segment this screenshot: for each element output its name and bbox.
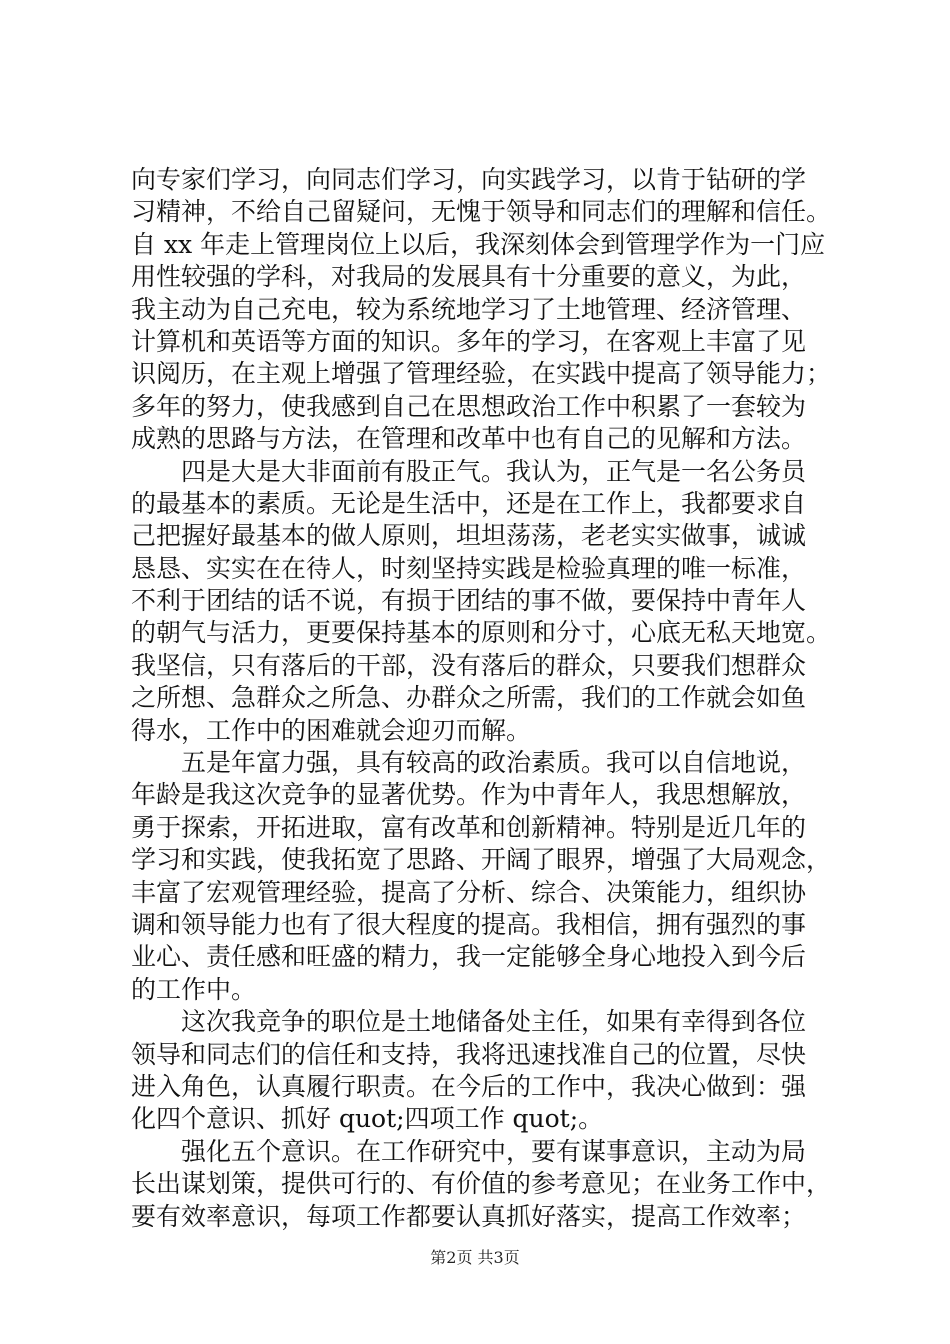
text-line: 成熟的思路与方法，在管理和改革中也有自己的见解和方法。 bbox=[131, 424, 807, 454]
text-line: 习精神，不给自己留疑问，无愧于领导和同志们的理解和信任。 bbox=[131, 197, 832, 227]
text-line: 的最基本的素质。无论是生活中，还是在工作上，我都要求自 bbox=[131, 488, 807, 518]
text-line: 化四个意识、抓好 quot;四项工作 quot;。 bbox=[131, 1104, 604, 1134]
text-line: 己把握好最基本的做人原则，坦坦荡荡，老老实实做事，诚诚 bbox=[131, 521, 807, 551]
text-line: 多年的努力，使我感到自己在思想政治工作中积累了一套较为 bbox=[131, 391, 807, 421]
text-line: 学习和实践，使我拓宽了思路、开阔了眼界，增强了大局观念， bbox=[131, 845, 832, 875]
text-line: 自 xx 年走上管理岗位上以后，我深刻体会到管理学作为一门应 bbox=[131, 229, 826, 259]
text-line: 长出谋划策，提供可行的、有价值的参考意见；在业务工作中， bbox=[131, 1169, 832, 1199]
text-line: 我主动为自己充电，较为系统地学习了土地管理、经济管理、 bbox=[131, 294, 807, 324]
text-line: 年龄是我这次竞争的显著优势。作为中青年人，我思想解放， bbox=[131, 780, 807, 810]
text-line: 之所想、急群众之所急、办群众之所需，我们的工作就会如鱼 bbox=[131, 683, 807, 713]
text-line: 这次我竞争的职位是土地储备处主任，如果有幸得到各位 bbox=[131, 1007, 807, 1037]
text-line: 的工作中。 bbox=[131, 974, 257, 1004]
body-text bbox=[131, 164, 831, 1233]
text-line: 强化五个意识。在工作研究中，要有谋事意识，主动为局 bbox=[131, 1136, 807, 1166]
text-line: 计算机和英语等方面的知识。多年的学习，在客观上丰富了见 bbox=[131, 326, 807, 356]
text-line: 要有效率意识，每项工作都要认真抓好落实，提高工作效率； bbox=[131, 1201, 807, 1231]
text-line: 进入角色，认真履行职责。在今后的工作中，我决心做到：强 bbox=[131, 1071, 807, 1101]
text-line: 五是年富力强，具有较高的政治素质。我可以自信地说， bbox=[131, 748, 807, 778]
text-line: 用性较强的学科，对我局的发展具有十分重要的意义，为此， bbox=[131, 262, 807, 292]
text-line: 勇于探索，开拓进取，富有改革和创新精神。特别是近几年的 bbox=[131, 812, 807, 842]
text-line: 恳恳、实实在在待人，时刻坚持实践是检验真理的唯一标准， bbox=[131, 553, 807, 583]
text-line: 领导和同志们的信任和支持，我将迅速找准自己的位置，尽快 bbox=[131, 1039, 807, 1069]
text-line: 不利于团结的话不说，有损于团结的事不做，要保持中青年人 bbox=[131, 586, 807, 616]
text-line: 业心、责任感和旺盛的精力，我一定能够全身心地投入到今后 bbox=[131, 942, 807, 972]
text-line: 我坚信，只有落后的干部，没有落后的群众，只要我们想群众 bbox=[131, 650, 807, 680]
text-line: 得水，工作中的困难就会迎刃而解。 bbox=[131, 715, 532, 745]
text-line: 的朝气与活力，更要保持基本的原则和分寸，心底无私天地宽。 bbox=[131, 618, 832, 648]
page-number-footer: 第2页 共3页 bbox=[430, 1248, 520, 1267]
text-line: 丰富了宏观管理经验，提高了分析、综合、决策能力，组织协 bbox=[131, 877, 807, 907]
text-line: 四是大是大非面前有股正气。我认为，正气是一名公务员 bbox=[131, 456, 807, 486]
text-line: 向专家们学习，向同志们学习，向实践学习，以肯于钻研的学 bbox=[131, 165, 807, 194]
text-line: 识阅历，在主观上增强了管理经验，在实践中提高了领导能力； bbox=[131, 359, 832, 389]
text-line: 调和领导能力也有了很大程度的提高。我相信，拥有强烈的事 bbox=[131, 909, 807, 939]
